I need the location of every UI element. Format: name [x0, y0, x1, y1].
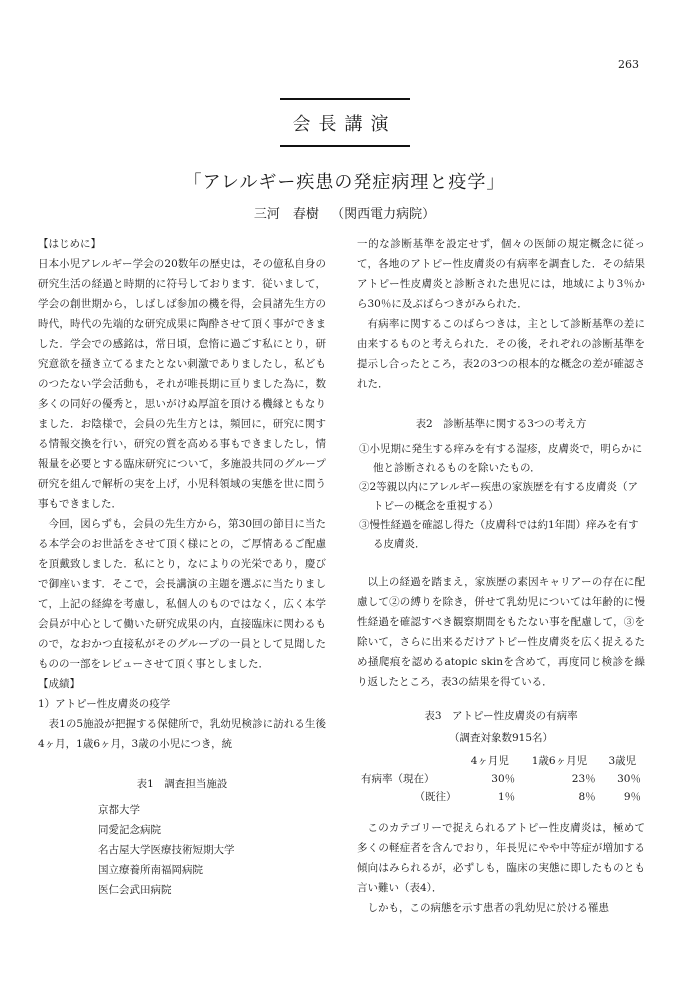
table-cell: 1％: [497, 791, 516, 803]
table-header: 4ヶ月児: [470, 755, 509, 767]
facility-item: 医仁会武田病院: [98, 884, 172, 896]
table1-title: 表1 調査担当施設: [136, 778, 228, 790]
paragraph: しかも，この病態を示す患者の乳幼児に於ける罹患: [367, 902, 609, 914]
paragraph: 表1の5施設が把握する保健所で，乳幼児検診に訪れる生後4ヶ月，1歳6ヶ月，3歳の小児につき，統: [38, 718, 326, 750]
approach-item: ①小児期に発生する痒みを有する湿疹，皮膚炎で，明らかに他と診断されるものを除いたもの．: [359, 443, 643, 474]
subsection-heading: 1）アトピー性皮膚炎の疫学: [38, 698, 171, 710]
paragraph: 以上の経過を踏まえ，家族歴の素因キャリアーの存在に配慮して②の縛りを除き，併せて乳幼児については年齢的に慢性経過を確認すべき観察期間をもたない事を配慮して，③を除いて，さらに出来るだけアトピー性皮膚炎を広く捉えるため掻爬痕を認めるatopic skinを含めて，再度同じ検診を繰り返したところ，表3の結果を得ている．: [357, 576, 645, 688]
table-cell: 9％: [623, 791, 641, 803]
table-cell: 23％: [571, 773, 596, 785]
author-affiliation: （関西電力病院）: [331, 207, 436, 222]
author-name: 三河 春樹: [253, 207, 319, 222]
paragraph: 今回，図らずも，会員の先生方から，第30回の節目に当たる本学会のお世話をさせて頂く様にとの，ご厚情あるご配慮を頂戴致しました．私にとり，なによりの光栄であり，慶びで御座います．そこで，会長講演の主題を選ぶに当たりまして，上記の経緯を考慮し，私個人のものではなく，広く本学会員が中心として働いた研究成果の内，直接臨床に関わるもので，なおかつ直接私がそのグループの一員として見聞したものの一部をレビューさせて頂く事としました．: [38, 518, 326, 670]
facility-item: 京都大学: [98, 804, 140, 816]
left-column: [38, 234, 326, 900]
table-header-blank: [357, 752, 461, 770]
author-line: [0, 203, 689, 222]
paragraph: 日本小児アレルギー学会の20数年の歴史は，その億私自身の研究生活の経過と時期的に符号しております．従いまして，学会の創世期から，しばしば参加の機を得，会員諸先生方の時代，時代の先端的な研究成果に陶酔させて頂く事ができました．学会での感銘は，常日頃，怠惰に過ごす私にとり，研究意欲を掻き立てるまたとない刺激でありましたし，私どものつたない学会活動も，それが唯長期に亘りました為に，数多くの同好の優秀と，思いがけぬ厚誼を頂ける機縁ともなりました．お陰様で，会員の先生方とは，頻回に，研究に関する情報交換を行い，研究の質を高める事もできましたし，情報量を必要とする臨床研究について，多施設共同のグループ研究を組んで解析の実を上げ，小児科領域の実態を世に問う事もできました．: [38, 258, 326, 510]
right-column: [357, 234, 645, 918]
page-number: 263: [618, 58, 639, 71]
table3-subtitle: （調査対象数915名）: [448, 732, 554, 744]
table-cell: 30％: [617, 773, 641, 785]
table2-title: 表2 診断基準に関する3つの考え方: [415, 418, 587, 430]
table-header: 1歳6ヶ月児: [531, 755, 588, 767]
prevalence-table: [357, 752, 645, 806]
row-label: 有病率（現在）: [361, 773, 435, 785]
row-label: （既往）: [414, 791, 457, 803]
approach-list: [357, 440, 645, 554]
table3-title: 表3 アトピー性皮膚炎の有病率: [424, 710, 578, 722]
facility-item: 同愛記念病院: [98, 824, 161, 836]
table-row: [357, 770, 645, 788]
intro-heading: 【はじめに】: [38, 238, 101, 250]
section-banner: 会長講演: [280, 98, 410, 147]
table-cell: 30％: [491, 773, 516, 785]
facility-item: 国立療養所南福岡病院: [98, 864, 203, 876]
paragraph: このカテゴリーで捉えられるアトピー性皮膚炎は，極めて多くの軽症者を含んでおり，年長児にやや中等症が増加する傾向はみられるが，必ずしも，臨床の実態に即したものとも言い難い（表4）．: [357, 822, 645, 894]
table-header: 3歳児: [608, 755, 637, 767]
approach-item: ②2等親以内にアレルギー疾患の家族歴を有する皮膚炎（アトピーの概念を重視する）: [359, 481, 638, 512]
table-row: [357, 788, 645, 806]
approach-item: ③慢性経過を確認し得た（皮膚科では約1年間）痒みを有する皮膚炎．: [359, 519, 639, 550]
facility-item: 名古屋大学医療技術短期大学: [98, 844, 235, 856]
paragraph: 一的な診断基準を設定せず，個々の医師の規定概念に従って，各地のアトピー性皮膚炎の有病率を調査した．その結果アトピー性皮膚炎と診断された患児には，地域により3％から30％に及ぶばらつきがみられた．: [357, 238, 645, 310]
results-heading: 【成績】: [38, 678, 80, 690]
paragraph: 有病率に関するこのばらつきは，主として診断基準の差に由来するものと考えられた．その後，それぞれの診断基準を提示し合ったところ，表2の3つの根本的な概念の差が確認された．: [357, 318, 645, 390]
article-title: 「アレルギー疾患の発症病理と疫学」: [183, 172, 506, 193]
facility-list: [98, 800, 326, 900]
table-cell: 8％: [578, 791, 596, 803]
